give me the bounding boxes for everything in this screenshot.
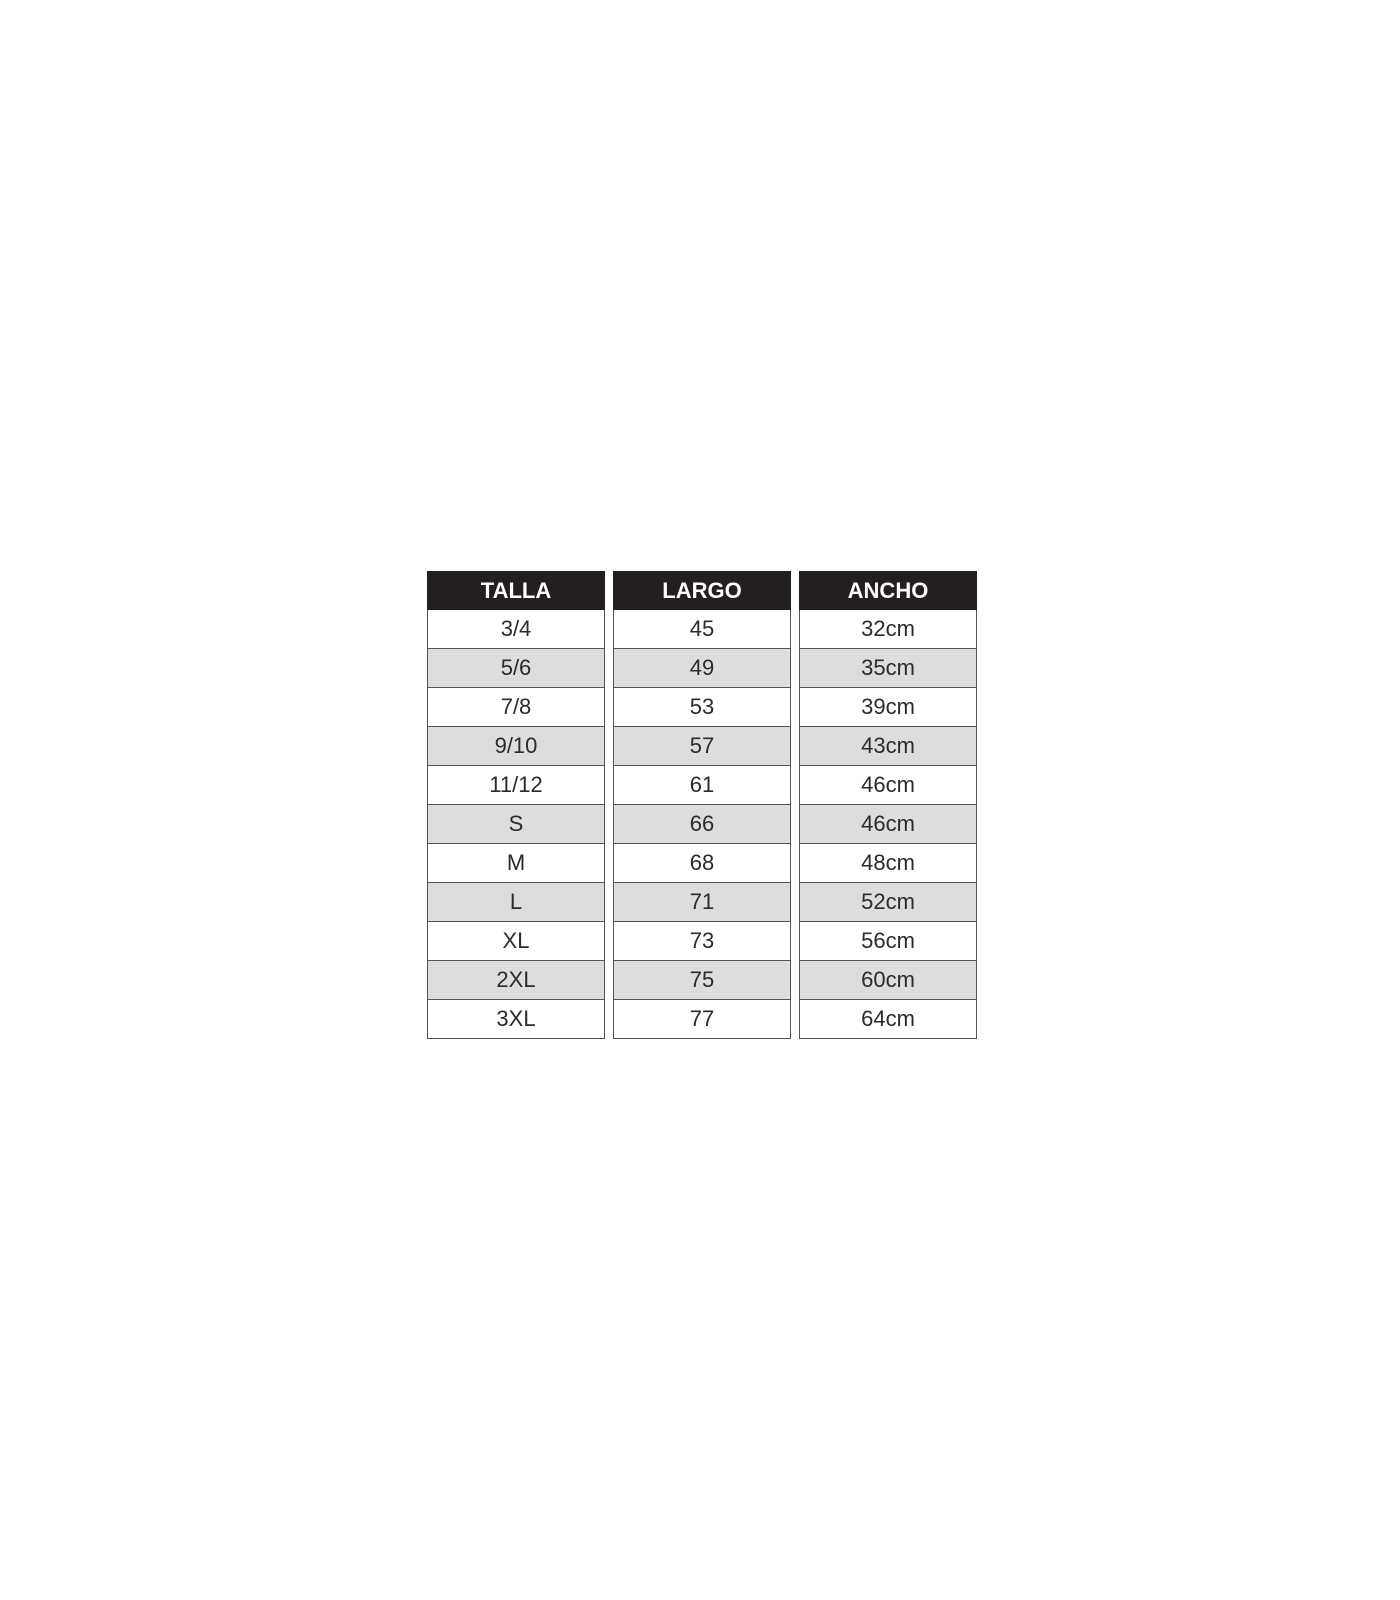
table-cell-ancho: 46cm	[799, 766, 977, 805]
table-cell-largo: 49	[613, 649, 791, 688]
table-cell-ancho: 56cm	[799, 922, 977, 961]
table-cell-talla: 7/8	[427, 688, 605, 727]
table-cell-talla: M	[427, 844, 605, 883]
column-largo	[613, 571, 791, 1039]
table-cell-talla: 5/6	[427, 649, 605, 688]
table-cell-ancho: 35cm	[799, 649, 977, 688]
table-cell-talla: 2XL	[427, 961, 605, 1000]
table-cell-talla: 11/12	[427, 766, 605, 805]
table-cell-ancho: 48cm	[799, 844, 977, 883]
table-cell-ancho: 32cm	[799, 610, 977, 649]
table-cell-largo: 57	[613, 727, 791, 766]
table-cell-largo: 53	[613, 688, 791, 727]
table-cell-talla: 3/4	[427, 610, 605, 649]
table-cell-talla: S	[427, 805, 605, 844]
table-cell-ancho: 43cm	[799, 727, 977, 766]
table-cell-ancho: 52cm	[799, 883, 977, 922]
column-header-largo: LARGO	[613, 571, 791, 610]
table-cell-largo: 71	[613, 883, 791, 922]
table-cell-largo: 68	[613, 844, 791, 883]
table-cell-ancho: 64cm	[799, 1000, 977, 1039]
table-cell-largo: 77	[613, 1000, 791, 1039]
column-ancho	[799, 571, 977, 1039]
column-talla	[427, 571, 605, 1039]
table-cell-ancho: 46cm	[799, 805, 977, 844]
table-cell-talla: XL	[427, 922, 605, 961]
column-header-ancho: ANCHO	[799, 571, 977, 610]
table-cell-largo: 66	[613, 805, 791, 844]
table-cell-largo: 73	[613, 922, 791, 961]
table-cell-ancho: 60cm	[799, 961, 977, 1000]
table-cell-ancho: 39cm	[799, 688, 977, 727]
table-cell-talla: 3XL	[427, 1000, 605, 1039]
table-cell-talla: 9/10	[427, 727, 605, 766]
table-cell-largo: 61	[613, 766, 791, 805]
column-header-talla: TALLA	[427, 571, 605, 610]
table-cell-largo: 45	[613, 610, 791, 649]
table-cell-largo: 75	[613, 961, 791, 1000]
table-cell-talla: L	[427, 883, 605, 922]
size-chart-table	[427, 571, 977, 1039]
